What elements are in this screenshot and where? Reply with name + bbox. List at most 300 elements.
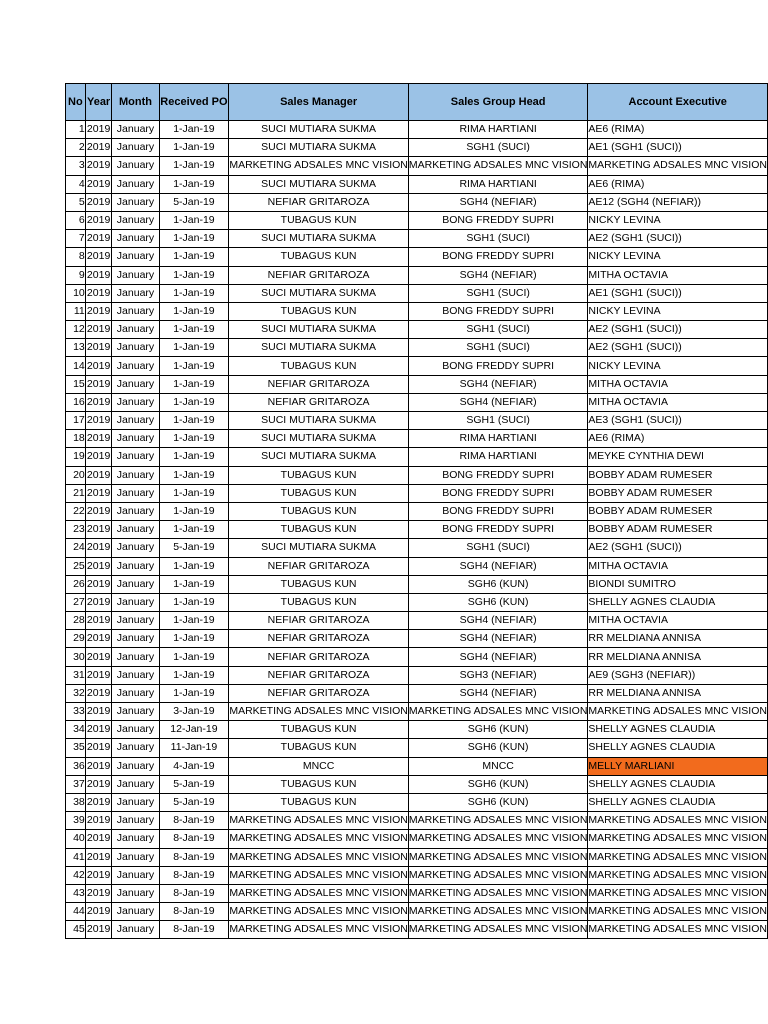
cell-account-executive[interactable] <box>588 721 768 739</box>
cell-sales-group-head[interactable] <box>408 211 588 229</box>
cell-month[interactable] <box>112 757 159 775</box>
cell-month[interactable] <box>112 666 159 684</box>
cell-sales-manager[interactable] <box>229 612 409 630</box>
cell-account-executive[interactable] <box>588 593 768 611</box>
cell-received-po[interactable] <box>159 921 229 939</box>
cell-month[interactable] <box>112 612 159 630</box>
cell-received-po[interactable] <box>159 193 229 211</box>
cell-year[interactable] <box>85 412 112 430</box>
cell-no[interactable] <box>66 230 86 248</box>
cell-no[interactable] <box>66 757 86 775</box>
cell-account-executive[interactable] <box>588 557 768 575</box>
cell-year[interactable] <box>85 357 112 375</box>
cell-no[interactable] <box>66 575 86 593</box>
cell-no[interactable] <box>66 211 86 229</box>
cell-sales-manager[interactable] <box>229 484 409 502</box>
cell-no[interactable] <box>66 302 86 320</box>
cell-account-executive[interactable] <box>588 412 768 430</box>
cell-received-po[interactable] <box>159 557 229 575</box>
cell-sales-group-head[interactable] <box>408 412 588 430</box>
cell-sales-manager[interactable] <box>229 121 409 139</box>
cell-account-executive[interactable] <box>588 921 768 939</box>
cell-month[interactable] <box>112 793 159 811</box>
cell-sales-manager[interactable] <box>229 539 409 557</box>
cell-no[interactable] <box>66 284 86 302</box>
cell-month[interactable] <box>112 484 159 502</box>
cell-year[interactable] <box>85 593 112 611</box>
cell-sales-group-head[interactable] <box>408 630 588 648</box>
cell-sales-group-head[interactable] <box>408 448 588 466</box>
cell-account-executive[interactable] <box>588 521 768 539</box>
cell-sales-manager[interactable] <box>229 703 409 721</box>
cell-year[interactable] <box>85 721 112 739</box>
cell-received-po[interactable] <box>159 884 229 902</box>
cell-no[interactable] <box>66 357 86 375</box>
cell-no[interactable] <box>66 175 86 193</box>
cell-no[interactable] <box>66 521 86 539</box>
cell-received-po[interactable] <box>159 793 229 811</box>
cell-sales-manager[interactable] <box>229 448 409 466</box>
cell-account-executive[interactable] <box>588 157 768 175</box>
cell-sales-manager[interactable] <box>229 339 409 357</box>
cell-account-executive[interactable] <box>588 339 768 357</box>
cell-received-po[interactable] <box>159 612 229 630</box>
cell-sales-manager[interactable] <box>229 193 409 211</box>
cell-sales-group-head[interactable] <box>408 575 588 593</box>
cell-month[interactable] <box>112 884 159 902</box>
cell-received-po[interactable] <box>159 539 229 557</box>
cell-month[interactable] <box>112 430 159 448</box>
cell-received-po[interactable] <box>159 175 229 193</box>
cell-received-po[interactable] <box>159 593 229 611</box>
cell-account-executive[interactable] <box>588 466 768 484</box>
cell-month[interactable] <box>112 175 159 193</box>
cell-sales-manager[interactable] <box>229 593 409 611</box>
cell-sales-group-head[interactable] <box>408 593 588 611</box>
cell-received-po[interactable] <box>159 393 229 411</box>
cell-sales-group-head[interactable] <box>408 466 588 484</box>
cell-account-executive[interactable] <box>588 284 768 302</box>
cell-month[interactable] <box>112 921 159 939</box>
cell-sales-manager[interactable] <box>229 521 409 539</box>
cell-account-executive[interactable] <box>588 575 768 593</box>
cell-sales-manager[interactable] <box>229 466 409 484</box>
cell-sales-manager[interactable] <box>229 502 409 520</box>
cell-no[interactable] <box>66 666 86 684</box>
cell-sales-group-head[interactable] <box>408 302 588 320</box>
cell-month[interactable] <box>112 593 159 611</box>
cell-sales-group-head[interactable] <box>408 266 588 284</box>
cell-no[interactable] <box>66 775 86 793</box>
cell-sales-manager[interactable] <box>229 393 409 411</box>
cell-month[interactable] <box>112 357 159 375</box>
cell-sales-group-head[interactable] <box>408 157 588 175</box>
cell-sales-group-head[interactable] <box>408 393 588 411</box>
cell-sales-group-head[interactable] <box>408 903 588 921</box>
cell-no[interactable] <box>66 630 86 648</box>
cell-received-po[interactable] <box>159 430 229 448</box>
header-no[interactable]: No <box>66 84 86 121</box>
cell-no[interactable] <box>66 393 86 411</box>
cell-sales-group-head[interactable] <box>408 339 588 357</box>
cell-received-po[interactable] <box>159 139 229 157</box>
cell-received-po[interactable] <box>159 484 229 502</box>
cell-sales-manager[interactable] <box>229 139 409 157</box>
cell-month[interactable] <box>112 139 159 157</box>
cell-no[interactable] <box>66 612 86 630</box>
cell-no[interactable] <box>66 375 86 393</box>
cell-no[interactable] <box>66 248 86 266</box>
cell-year[interactable] <box>85 284 112 302</box>
cell-year[interactable] <box>85 812 112 830</box>
cell-year[interactable] <box>85 230 112 248</box>
cell-sales-manager[interactable] <box>229 903 409 921</box>
cell-sales-group-head[interactable] <box>408 484 588 502</box>
cell-received-po[interactable] <box>159 903 229 921</box>
cell-received-po[interactable] <box>159 302 229 320</box>
cell-account-executive[interactable] <box>588 175 768 193</box>
cell-account-executive[interactable] <box>588 539 768 557</box>
cell-no[interactable] <box>66 812 86 830</box>
cell-account-executive[interactable] <box>588 230 768 248</box>
cell-received-po[interactable] <box>159 630 229 648</box>
cell-sales-manager[interactable] <box>229 684 409 702</box>
cell-sales-group-head[interactable] <box>408 830 588 848</box>
cell-month[interactable] <box>112 739 159 757</box>
cell-no[interactable] <box>66 884 86 902</box>
cell-sales-group-head[interactable] <box>408 884 588 902</box>
cell-sales-manager[interactable] <box>229 266 409 284</box>
cell-month[interactable] <box>112 684 159 702</box>
cell-sales-manager[interactable] <box>229 666 409 684</box>
cell-received-po[interactable] <box>159 757 229 775</box>
cell-no[interactable] <box>66 157 86 175</box>
cell-no[interactable] <box>66 321 86 339</box>
cell-account-executive[interactable] <box>588 630 768 648</box>
cell-received-po[interactable] <box>159 648 229 666</box>
cell-sales-manager[interactable] <box>229 302 409 320</box>
cell-year[interactable] <box>85 630 112 648</box>
cell-year[interactable] <box>85 211 112 229</box>
cell-sales-manager[interactable] <box>229 775 409 793</box>
cell-year[interactable] <box>85 139 112 157</box>
cell-account-executive[interactable] <box>588 248 768 266</box>
cell-received-po[interactable] <box>159 666 229 684</box>
cell-received-po[interactable] <box>159 121 229 139</box>
cell-account-executive[interactable] <box>588 793 768 811</box>
cell-received-po[interactable] <box>159 339 229 357</box>
cell-sales-group-head[interactable] <box>408 612 588 630</box>
cell-year[interactable] <box>85 648 112 666</box>
cell-sales-manager[interactable] <box>229 175 409 193</box>
cell-sales-group-head[interactable] <box>408 703 588 721</box>
cell-received-po[interactable] <box>159 684 229 702</box>
cell-year[interactable] <box>85 830 112 848</box>
cell-year[interactable] <box>85 739 112 757</box>
cell-sales-manager[interactable] <box>229 793 409 811</box>
cell-sales-group-head[interactable] <box>408 721 588 739</box>
cell-received-po[interactable] <box>159 357 229 375</box>
cell-received-po[interactable] <box>159 575 229 593</box>
cell-no[interactable] <box>66 593 86 611</box>
cell-year[interactable] <box>85 121 112 139</box>
header-sales-manager[interactable]: Sales Manager <box>229 84 409 121</box>
cell-sales-manager[interactable] <box>229 375 409 393</box>
cell-account-executive[interactable] <box>588 266 768 284</box>
cell-received-po[interactable] <box>159 703 229 721</box>
cell-year[interactable] <box>85 521 112 539</box>
cell-sales-group-head[interactable] <box>408 193 588 211</box>
header-account-executive[interactable]: Account Executive <box>588 84 768 121</box>
cell-month[interactable] <box>112 502 159 520</box>
cell-account-executive[interactable] <box>588 375 768 393</box>
cell-sales-manager[interactable] <box>229 866 409 884</box>
cell-account-executive[interactable] <box>588 830 768 848</box>
cell-sales-manager[interactable] <box>229 321 409 339</box>
cell-sales-manager[interactable] <box>229 284 409 302</box>
cell-month[interactable] <box>112 248 159 266</box>
cell-month[interactable] <box>112 648 159 666</box>
cell-account-executive[interactable] <box>588 739 768 757</box>
cell-no[interactable] <box>66 684 86 702</box>
cell-year[interactable] <box>85 248 112 266</box>
cell-account-executive[interactable] <box>588 393 768 411</box>
cell-month[interactable] <box>112 211 159 229</box>
cell-no[interactable] <box>66 903 86 921</box>
cell-no[interactable] <box>66 484 86 502</box>
cell-account-executive[interactable] <box>588 757 768 775</box>
cell-received-po[interactable] <box>159 157 229 175</box>
cell-received-po[interactable] <box>159 866 229 884</box>
cell-no[interactable] <box>66 339 86 357</box>
cell-no[interactable] <box>66 793 86 811</box>
cell-month[interactable] <box>112 121 159 139</box>
cell-sales-manager[interactable] <box>229 248 409 266</box>
cell-sales-manager[interactable] <box>229 921 409 939</box>
cell-no[interactable] <box>66 466 86 484</box>
cell-received-po[interactable] <box>159 502 229 520</box>
cell-received-po[interactable] <box>159 211 229 229</box>
cell-received-po[interactable] <box>159 375 229 393</box>
cell-sales-manager[interactable] <box>229 157 409 175</box>
cell-received-po[interactable] <box>159 848 229 866</box>
cell-sales-group-head[interactable] <box>408 248 588 266</box>
cell-received-po[interactable] <box>159 739 229 757</box>
cell-sales-group-head[interactable] <box>408 666 588 684</box>
cell-no[interactable] <box>66 739 86 757</box>
cell-received-po[interactable] <box>159 248 229 266</box>
cell-received-po[interactable] <box>159 266 229 284</box>
cell-month[interactable] <box>112 721 159 739</box>
cell-year[interactable] <box>85 375 112 393</box>
cell-account-executive[interactable] <box>588 321 768 339</box>
cell-sales-group-head[interactable] <box>408 648 588 666</box>
cell-no[interactable] <box>66 412 86 430</box>
cell-sales-group-head[interactable] <box>408 139 588 157</box>
cell-sales-group-head[interactable] <box>408 430 588 448</box>
cell-account-executive[interactable] <box>588 357 768 375</box>
cell-month[interactable] <box>112 866 159 884</box>
cell-year[interactable] <box>85 848 112 866</box>
cell-year[interactable] <box>85 921 112 939</box>
cell-sales-manager[interactable] <box>229 648 409 666</box>
cell-sales-manager[interactable] <box>229 812 409 830</box>
cell-sales-group-head[interactable] <box>408 375 588 393</box>
cell-sales-group-head[interactable] <box>408 921 588 939</box>
cell-sales-manager[interactable] <box>229 230 409 248</box>
cell-account-executive[interactable] <box>588 139 768 157</box>
cell-year[interactable] <box>85 193 112 211</box>
header-sales-group-head[interactable]: Sales Group Head <box>408 84 588 121</box>
cell-account-executive[interactable] <box>588 666 768 684</box>
cell-month[interactable] <box>112 630 159 648</box>
cell-year[interactable] <box>85 266 112 284</box>
cell-year[interactable] <box>85 393 112 411</box>
cell-month[interactable] <box>112 521 159 539</box>
cell-month[interactable] <box>112 539 159 557</box>
cell-month[interactable] <box>112 830 159 848</box>
cell-sales-manager[interactable] <box>229 884 409 902</box>
cell-year[interactable] <box>85 612 112 630</box>
cell-month[interactable] <box>112 557 159 575</box>
cell-account-executive[interactable] <box>588 684 768 702</box>
cell-sales-group-head[interactable] <box>408 284 588 302</box>
cell-month[interactable] <box>112 193 159 211</box>
cell-received-po[interactable] <box>159 721 229 739</box>
cell-account-executive[interactable] <box>588 848 768 866</box>
cell-month[interactable] <box>112 266 159 284</box>
cell-received-po[interactable] <box>159 284 229 302</box>
cell-year[interactable] <box>85 903 112 921</box>
cell-sales-group-head[interactable] <box>408 866 588 884</box>
cell-sales-manager[interactable] <box>229 848 409 866</box>
cell-year[interactable] <box>85 666 112 684</box>
cell-year[interactable] <box>85 775 112 793</box>
cell-no[interactable] <box>66 539 86 557</box>
cell-no[interactable] <box>66 721 86 739</box>
header-received-po[interactable]: Received PO <box>159 84 229 121</box>
cell-sales-group-head[interactable] <box>408 775 588 793</box>
cell-sales-group-head[interactable] <box>408 357 588 375</box>
cell-year[interactable] <box>85 703 112 721</box>
cell-month[interactable] <box>112 812 159 830</box>
header-year[interactable]: Year <box>85 84 112 121</box>
cell-no[interactable] <box>66 193 86 211</box>
cell-received-po[interactable] <box>159 230 229 248</box>
cell-sales-group-head[interactable] <box>408 521 588 539</box>
cell-no[interactable] <box>66 866 86 884</box>
cell-sales-group-head[interactable] <box>408 739 588 757</box>
cell-account-executive[interactable] <box>588 193 768 211</box>
cell-no[interactable] <box>66 266 86 284</box>
cell-sales-manager[interactable] <box>229 430 409 448</box>
cell-year[interactable] <box>85 793 112 811</box>
cell-sales-manager[interactable] <box>229 211 409 229</box>
cell-no[interactable] <box>66 139 86 157</box>
cell-month[interactable] <box>112 375 159 393</box>
cell-received-po[interactable] <box>159 412 229 430</box>
cell-account-executive[interactable] <box>588 211 768 229</box>
cell-account-executive[interactable] <box>588 775 768 793</box>
cell-year[interactable] <box>85 866 112 884</box>
cell-sales-manager[interactable] <box>229 575 409 593</box>
header-month[interactable]: Month <box>112 84 159 121</box>
cell-year[interactable] <box>85 157 112 175</box>
cell-received-po[interactable] <box>159 321 229 339</box>
cell-account-executive[interactable] <box>588 484 768 502</box>
cell-month[interactable] <box>112 448 159 466</box>
cell-received-po[interactable] <box>159 812 229 830</box>
cell-no[interactable] <box>66 703 86 721</box>
cell-received-po[interactable] <box>159 521 229 539</box>
cell-month[interactable] <box>112 412 159 430</box>
cell-month[interactable] <box>112 703 159 721</box>
cell-sales-group-head[interactable] <box>408 539 588 557</box>
cell-received-po[interactable] <box>159 448 229 466</box>
cell-sales-group-head[interactable] <box>408 812 588 830</box>
cell-account-executive[interactable] <box>588 448 768 466</box>
cell-sales-manager[interactable] <box>229 630 409 648</box>
cell-sales-manager[interactable] <box>229 721 409 739</box>
cell-year[interactable] <box>85 175 112 193</box>
cell-month[interactable] <box>112 903 159 921</box>
cell-received-po[interactable] <box>159 775 229 793</box>
cell-account-executive[interactable] <box>588 903 768 921</box>
cell-no[interactable] <box>66 830 86 848</box>
cell-no[interactable] <box>66 557 86 575</box>
cell-account-executive[interactable] <box>588 703 768 721</box>
cell-sales-manager[interactable] <box>229 357 409 375</box>
cell-year[interactable] <box>85 321 112 339</box>
cell-account-executive[interactable] <box>588 430 768 448</box>
cell-sales-group-head[interactable] <box>408 684 588 702</box>
cell-no[interactable] <box>66 448 86 466</box>
cell-month[interactable] <box>112 321 159 339</box>
cell-month[interactable] <box>112 230 159 248</box>
cell-account-executive[interactable] <box>588 302 768 320</box>
cell-sales-group-head[interactable] <box>408 230 588 248</box>
cell-sales-group-head[interactable] <box>408 121 588 139</box>
cell-month[interactable] <box>112 775 159 793</box>
cell-no[interactable] <box>66 430 86 448</box>
cell-sales-manager[interactable] <box>229 557 409 575</box>
cell-month[interactable] <box>112 339 159 357</box>
cell-received-po[interactable] <box>159 830 229 848</box>
cell-sales-group-head[interactable] <box>408 502 588 520</box>
cell-month[interactable] <box>112 393 159 411</box>
cell-year[interactable] <box>85 302 112 320</box>
cell-year[interactable] <box>85 575 112 593</box>
cell-month[interactable] <box>112 466 159 484</box>
cell-year[interactable] <box>85 430 112 448</box>
cell-year[interactable] <box>85 502 112 520</box>
cell-account-executive[interactable] <box>588 648 768 666</box>
cell-sales-group-head[interactable] <box>408 321 588 339</box>
cell-year[interactable] <box>85 557 112 575</box>
cell-month[interactable] <box>112 284 159 302</box>
cell-year[interactable] <box>85 757 112 775</box>
cell-account-executive[interactable] <box>588 866 768 884</box>
cell-sales-manager[interactable] <box>229 757 409 775</box>
cell-month[interactable] <box>112 157 159 175</box>
cell-account-executive[interactable] <box>588 812 768 830</box>
cell-sales-group-head[interactable] <box>408 848 588 866</box>
cell-year[interactable] <box>85 539 112 557</box>
cell-sales-group-head[interactable] <box>408 793 588 811</box>
cell-sales-group-head[interactable] <box>408 757 588 775</box>
cell-no[interactable] <box>66 648 86 666</box>
cell-sales-manager[interactable] <box>229 830 409 848</box>
